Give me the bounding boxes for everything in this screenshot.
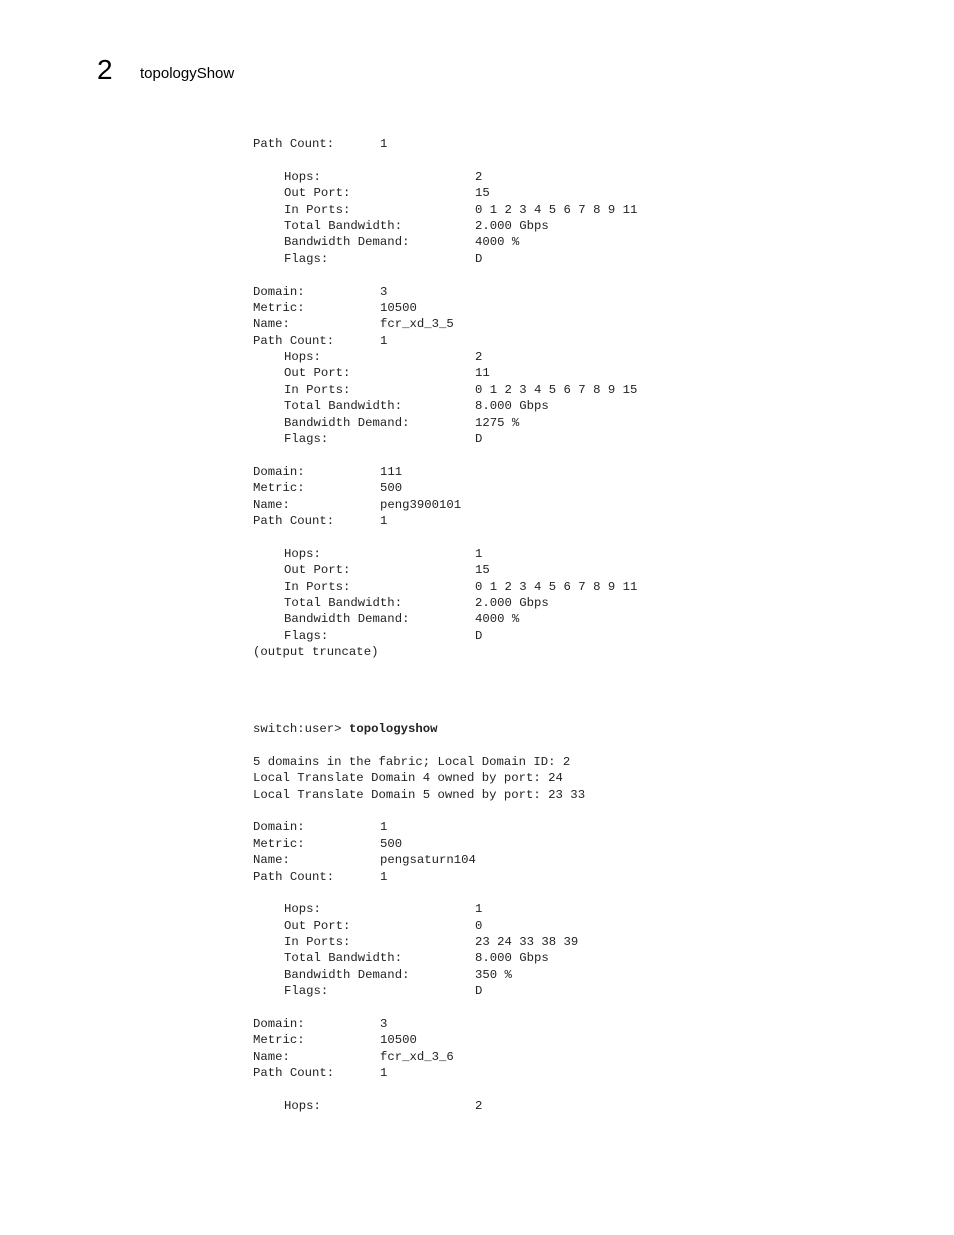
field-value: 15: [475, 563, 490, 578]
field-label: Flags:: [284, 432, 329, 447]
field-label: Hops:: [284, 350, 321, 365]
field-value: D: [475, 251, 483, 266]
blank-line: [253, 803, 585, 819]
field-label: Bandwidth Demand:: [284, 415, 410, 430]
field-label: In Ports:: [284, 935, 351, 950]
field-label: Bandwidth Demand:: [284, 235, 410, 250]
command-text: topologyshow: [348, 722, 438, 736]
field-label: Out Port:: [284, 563, 351, 578]
path-field-row: [253, 983, 585, 999]
field-label: Hops:: [284, 1098, 321, 1113]
field-row: [253, 316, 637, 332]
field-value: 1275 %: [475, 415, 520, 430]
field-value: 10500: [380, 300, 417, 315]
field-label: In Ports:: [284, 579, 351, 594]
field-label: Metric:: [253, 300, 305, 315]
field-value: 2: [475, 1098, 483, 1113]
field-label: Path Count:: [253, 137, 335, 151]
field-value: 3: [380, 284, 388, 299]
field-value: 500: [380, 836, 403, 851]
field-value: 1: [380, 1066, 388, 1081]
field-value: 1: [475, 546, 483, 561]
path-field-row: [253, 234, 637, 250]
field-label: Total Bandwidth:: [284, 399, 403, 414]
path-field-row: [253, 382, 637, 398]
field-label: In Ports:: [284, 382, 351, 397]
field-value: D: [475, 628, 483, 643]
field-row: [253, 836, 585, 852]
field-label: Metric:: [253, 481, 305, 496]
field-value: 1: [380, 137, 388, 151]
path-field-row: [253, 950, 585, 966]
field-row: [253, 819, 585, 835]
field-label: Domain:: [253, 284, 305, 299]
field-value: 2.000 Gbps: [475, 218, 549, 233]
field-label: Path Count:: [253, 869, 335, 884]
field-value: 23 24 33 38 39: [475, 935, 579, 950]
output-line: 5 domains in the fabric; Local Domain ID: 2: [253, 754, 571, 769]
field-value: 8.000 Gbps: [475, 951, 549, 966]
field-value: pengsaturn104: [380, 853, 476, 868]
path-field-row: [253, 431, 637, 447]
field-label: Flags:: [284, 628, 329, 643]
field-label: Path Count:: [253, 333, 335, 348]
path-field-row: [253, 546, 637, 562]
field-label: Path Count:: [253, 513, 335, 528]
field-value: 4000 %: [475, 235, 520, 250]
field-value: 350 %: [475, 967, 512, 982]
field-value: 1: [380, 513, 388, 528]
field-value: fcr_xd_3_5: [380, 317, 454, 332]
field-value: 1: [380, 820, 388, 835]
field-row: [253, 513, 637, 529]
field-value: peng3900101: [380, 497, 462, 512]
field-value: D: [475, 984, 483, 999]
field-value: 4000 %: [475, 612, 520, 627]
field-label: Name:: [253, 497, 290, 512]
field-label: Domain:: [253, 464, 305, 479]
blank-line: [253, 737, 585, 753]
field-value: 0 1 2 3 4 5 6 7 8 9 15: [475, 382, 638, 397]
path-field-row: [253, 349, 637, 365]
field-label: Domain:: [253, 1017, 305, 1032]
output-line: Local Translate Domain 5 owned by port: 23 33: [253, 787, 586, 802]
field-value: 1: [380, 869, 388, 884]
field-value: 2: [475, 350, 483, 365]
blank-line: [253, 529, 637, 545]
field-value: 2.000 Gbps: [475, 595, 549, 610]
field-value: 111: [380, 464, 403, 479]
field-row: [253, 1065, 585, 1081]
path-field-row: [253, 415, 637, 431]
path-field-row: [253, 595, 637, 611]
field-value: D: [475, 432, 483, 447]
field-value: 8.000 Gbps: [475, 399, 549, 414]
path-field-row: [253, 628, 637, 644]
field-label: Name:: [253, 317, 290, 332]
field-label: Total Bandwidth:: [284, 218, 403, 233]
field-value: 0 1 2 3 4 5 6 7 8 9 11: [475, 202, 638, 217]
field-value: 15: [475, 186, 490, 201]
code-block-truncated-output: [253, 136, 637, 661]
field-value: 500: [380, 481, 403, 496]
field-value: 0: [475, 918, 483, 933]
path-field-row: [253, 169, 637, 185]
field-row: [253, 300, 637, 316]
path-field-row: [253, 901, 585, 917]
field-row: [253, 1049, 585, 1065]
command-line: [253, 721, 585, 737]
field-label: Bandwidth Demand:: [284, 612, 410, 627]
field-label: Hops:: [284, 546, 321, 561]
field-label: Total Bandwidth:: [284, 951, 403, 966]
field-label: Name:: [253, 853, 290, 868]
field-label: Out Port:: [284, 186, 351, 201]
field-row: [253, 497, 637, 513]
command-prompt: switch:user>: [253, 722, 349, 736]
path-field-row: [253, 202, 637, 218]
path-field-row: [253, 185, 637, 201]
field-value: 1: [380, 333, 388, 348]
output-line: Local Translate Domain 4 owned by port: 24: [253, 771, 563, 786]
path-field-row: [253, 934, 585, 950]
blank-line: [253, 1000, 585, 1016]
path-field-row: [253, 579, 637, 595]
field-row: [253, 333, 637, 349]
blank-line: [253, 1082, 585, 1098]
field-label: Domain:: [253, 820, 305, 835]
field-row: [253, 136, 637, 152]
field-value: 11: [475, 366, 490, 381]
field-label: Flags:: [284, 984, 329, 999]
blank-line: [253, 885, 585, 901]
field-label: Hops:: [284, 902, 321, 917]
field-label: Metric:: [253, 1033, 305, 1048]
field-row: [253, 869, 585, 885]
path-field-row: [253, 398, 637, 414]
field-row: [253, 464, 637, 480]
field-label: Bandwidth Demand:: [284, 967, 410, 982]
field-row: [253, 480, 637, 496]
path-field-row: [253, 251, 637, 267]
blank-line: [253, 152, 637, 168]
field-label: In Ports:: [284, 202, 351, 217]
path-field-row: [253, 562, 637, 578]
field-label: Flags:: [284, 251, 329, 266]
field-value: 1: [475, 902, 483, 917]
field-label: Out Port:: [284, 918, 351, 933]
blank-line: [253, 447, 637, 463]
path-field-row: [253, 918, 585, 934]
field-label: Name:: [253, 1049, 290, 1064]
field-row: [253, 1016, 585, 1032]
path-field-row: [253, 218, 637, 234]
path-field-row: [253, 1098, 585, 1114]
field-label: Hops:: [284, 169, 321, 184]
output-line: (output truncate): [253, 645, 379, 660]
field-value: 0 1 2 3 4 5 6 7 8 9 11: [475, 579, 638, 594]
path-field-row: [253, 611, 637, 627]
path-field-row: [253, 967, 585, 983]
section-title: topologyShow: [140, 65, 235, 82]
field-label: Metric:: [253, 836, 305, 851]
field-label: Out Port:: [284, 366, 351, 381]
field-row: [253, 1032, 585, 1048]
field-row: [253, 284, 637, 300]
field-row: [253, 852, 585, 868]
field-value: 10500: [380, 1033, 417, 1048]
path-field-row: [253, 365, 637, 381]
chapter-number: 2: [97, 54, 113, 85]
field-value: fcr_xd_3_6: [380, 1049, 454, 1064]
blank-line: [253, 267, 637, 283]
code-block-topologyshow-example: [253, 721, 585, 1114]
field-label: Path Count:: [253, 1066, 335, 1081]
field-value: 3: [380, 1017, 388, 1032]
field-value: 2: [475, 169, 483, 184]
field-label: Total Bandwidth:: [284, 595, 403, 610]
